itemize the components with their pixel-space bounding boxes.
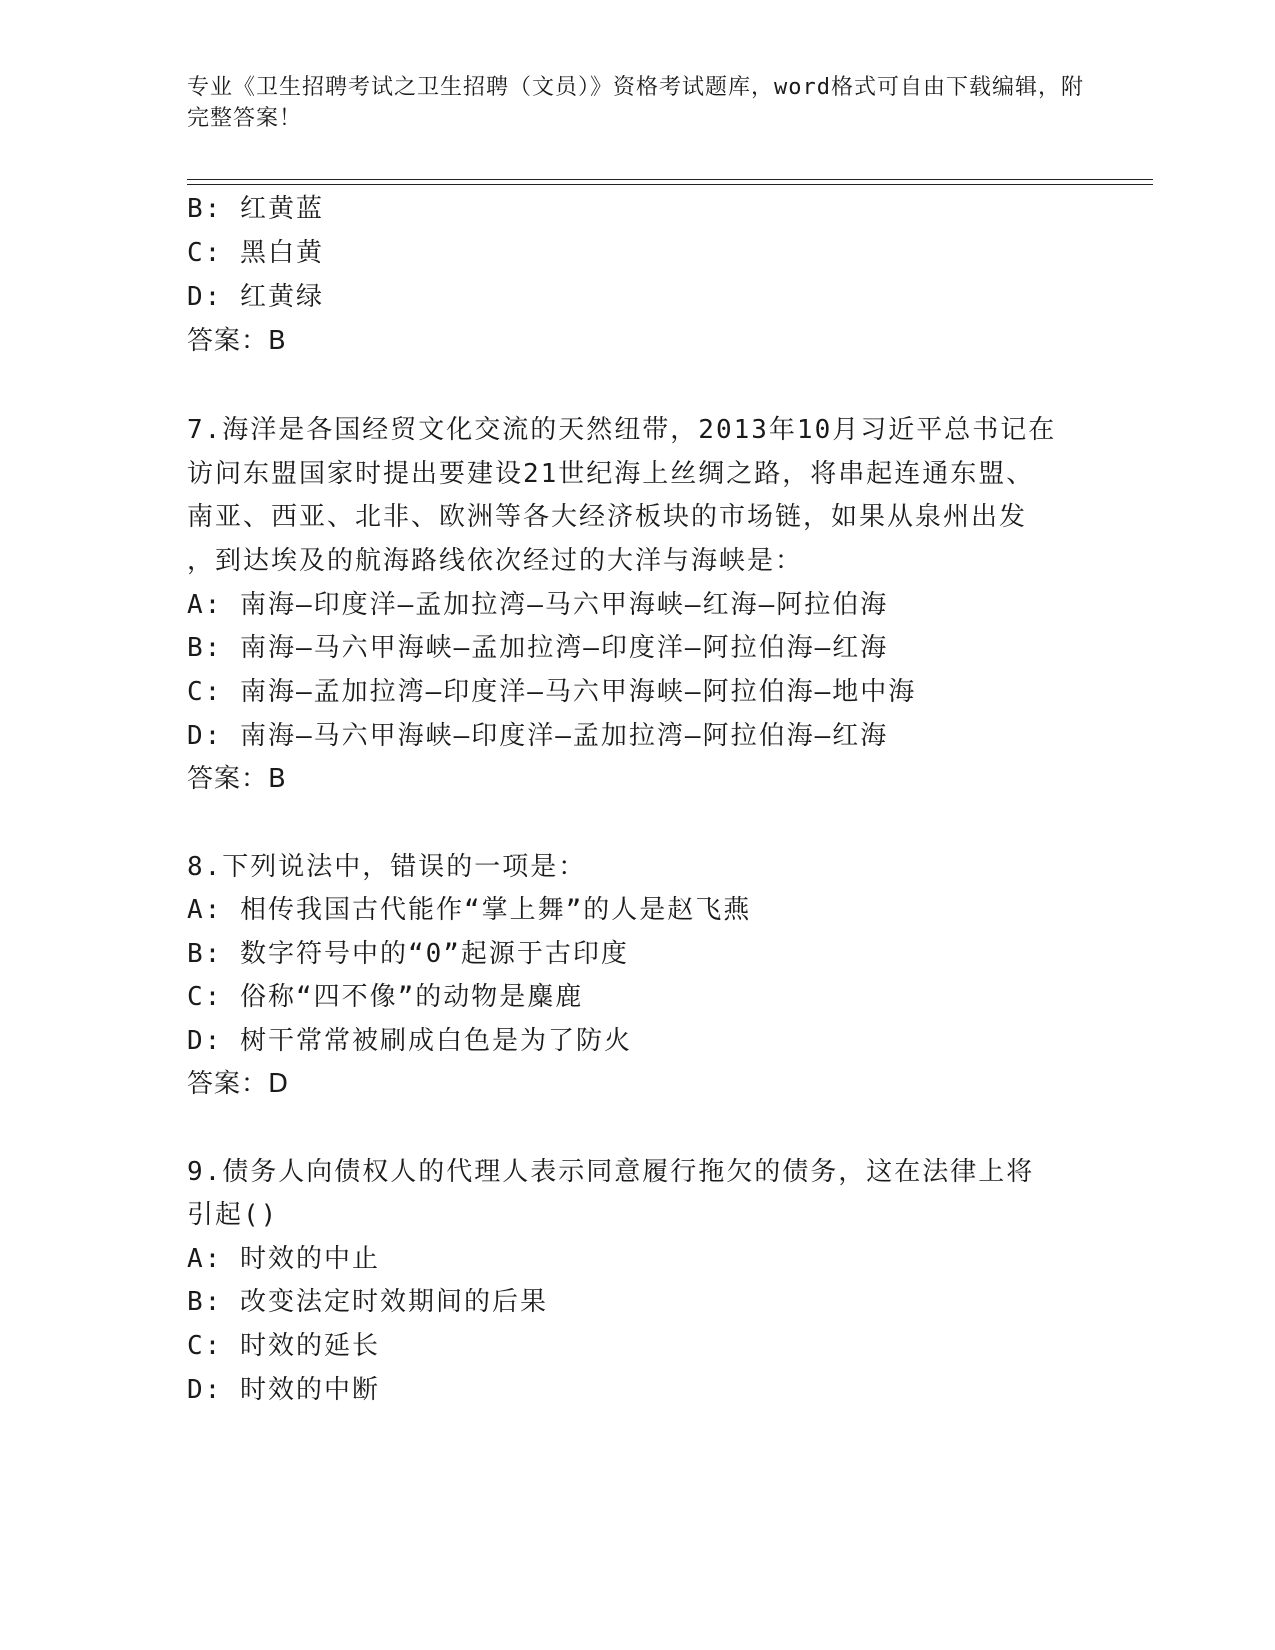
q6-option-b: B: 红黄蓝 [187, 194, 324, 224]
q7-option-c: C: 南海—孟加拉湾—印度洋—马六甲海峡—阿拉伯海—地中海 [187, 677, 917, 707]
q7-text-line-3: 南亚、西亚、北非、欧洲等各大经济板块的市场链，如果从泉州出发 [187, 502, 1028, 532]
q9-option-c: C: 时效的延长 [187, 1331, 380, 1361]
q8-option-a: A: 相传我国古代能作“掌上舞”的人是赵飞燕 [187, 895, 752, 925]
q9-text-line-1: 9.债务人向债权人的代理人表示同意履行拖欠的债务，这在法律上将 [187, 1157, 1035, 1187]
header-rule-bottom [187, 184, 1153, 185]
q7-option-b: B: 南海—马六甲海峡—孟加拉湾—印度洋—阿拉伯海—红海 [187, 633, 889, 663]
q8-option-d: D: 树干常常被刷成白色是为了防火 [187, 1026, 632, 1056]
q7-text-line-1: 7.海洋是各国经贸文化交流的天然纽带，2013年10月习近平总书记在 [187, 415, 1057, 445]
q7-answer: 答案：B [187, 764, 287, 794]
q9-option-b: B: 改变法定时效期间的后果 [187, 1287, 548, 1317]
q7-text-line-2: 访问东盟国家时提出要建设21世纪海上丝绸之路，将串起连通东盟、 [187, 459, 1035, 489]
document-header: 专业《卫生招聘考试之卫生招聘（文员）》资格考试题库，word格式可自由下载编辑，附完整答案！ [187, 75, 1084, 131]
q6-answer: 答案：B [187, 326, 287, 356]
q9-text-line-2: 引起() [187, 1200, 279, 1230]
q8-option-c: C: 俗称“四不像”的动物是麋鹿 [187, 982, 584, 1012]
q7-option-a: A: 南海—印度洋—孟加拉湾—马六甲海峡—红海—阿拉伯海 [187, 590, 889, 620]
header-rule-top [187, 179, 1153, 180]
q7-option-d: D: 南海—马六甲海峡—印度洋—孟加拉湾—阿拉伯海—红海 [187, 721, 889, 751]
q6-option-d: D: 红黄绿 [187, 282, 324, 312]
q7-text-line-4: ，到达埃及的航海路线依次经过的大洋与海峡是： [187, 546, 804, 576]
q8-option-b: B: 数字符号中的“0”起源于古印度 [187, 939, 629, 969]
q9-option-a: A: 时效的中止 [187, 1244, 380, 1274]
q9-option-d: D: 时效的中断 [187, 1375, 380, 1405]
q6-option-c: C: 黑白黄 [187, 238, 324, 268]
q8-answer: 答案：D [187, 1069, 290, 1099]
q8-text-line-1: 8.下列说法中，错误的一项是： [187, 852, 587, 882]
